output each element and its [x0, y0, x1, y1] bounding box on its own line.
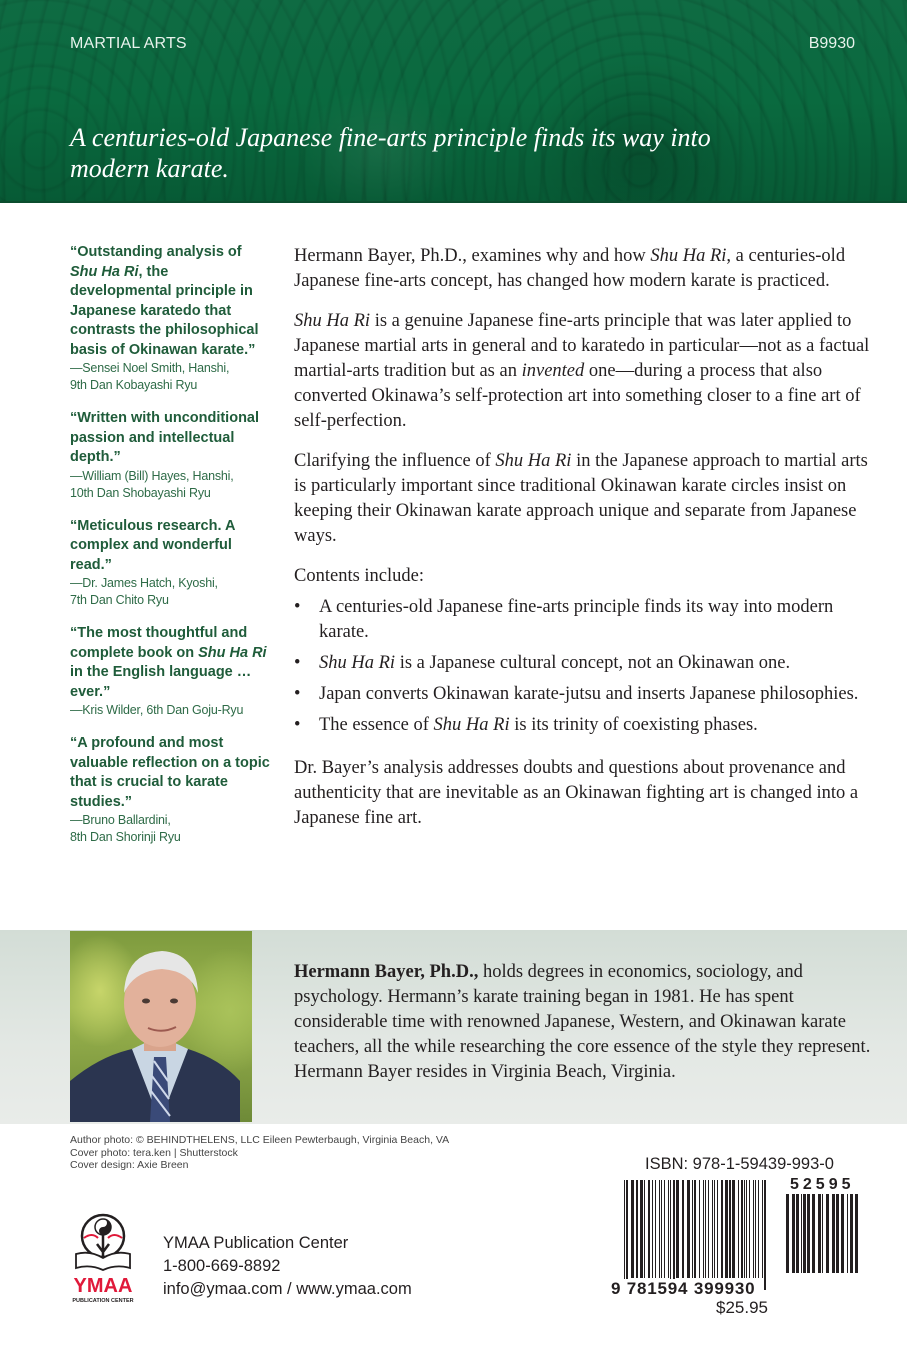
- barcode-bar: [847, 1194, 848, 1273]
- barcode-bar: [644, 1180, 645, 1278]
- barcode-bar: [786, 1194, 789, 1273]
- endorsement-text: “Written with unconditional passion and intellectual depth.”: [70, 410, 260, 465]
- barcode-bar: [712, 1180, 713, 1278]
- barcode-bar: [699, 1180, 700, 1278]
- barcode-bar: [738, 1180, 739, 1278]
- barcode-bar: [648, 1180, 650, 1278]
- endorsement-text: “Outstanding analysis of Shu Ha Ri, the developmental principle in Japanese karatedo that contrasts the philosophical basis of Okinawan karate.”: [70, 244, 259, 358]
- book-code: B9930: [808, 35, 855, 52]
- barcode-bar: [801, 1194, 802, 1273]
- barcode-bar: [812, 1194, 815, 1273]
- barcode-bar: [640, 1180, 643, 1278]
- barcode-bar: [703, 1180, 704, 1278]
- tagline: A centuries-old Japanese fine-arts principle finds its way into modern karate.: [70, 123, 711, 183]
- barcode-bar: [753, 1180, 754, 1278]
- barcode-bar: [721, 1180, 723, 1278]
- contents-list: [294, 595, 874, 738]
- publisher-phone: 1-800-669-8892: [163, 1257, 281, 1275]
- barcode-bar: [636, 1180, 638, 1278]
- endorsement: [70, 734, 270, 846]
- contents-item: • A centuries-old Japanese fine-arts principle finds its way into modern karate.: [294, 597, 834, 642]
- barcode-addon-digits: 52595: [790, 1176, 855, 1193]
- barcode-bar: [631, 1180, 634, 1278]
- price: $25.95: [716, 1298, 768, 1317]
- bullet-icon: •: [294, 597, 301, 617]
- barcode-bar: [682, 1180, 684, 1278]
- barcode-bar: [661, 1180, 662, 1278]
- endorsement-sidebar: [70, 243, 270, 861]
- contents-item: • Japan converts Okinawan karate-jutsu and inserts Japanese philosophies.: [294, 682, 874, 707]
- ean-barcode: [624, 1180, 769, 1290]
- barcode-bar: [796, 1194, 799, 1273]
- bullet-icon: •: [294, 715, 301, 735]
- barcode-bar: [746, 1180, 747, 1278]
- endorsement-attribution: —Sensei Noel Smith, Hanshi, 9th Dan Kobayashi Ryu: [70, 361, 230, 392]
- contents-item: • The essence of Shu Ha Ri is its trinity of coexisting phases.: [294, 713, 874, 738]
- barcode-bar: [626, 1180, 628, 1290]
- bullet-icon: •: [294, 684, 301, 704]
- isbn-label: ISBN: 978-1-59439-993-0: [645, 1155, 834, 1173]
- barcode-bar: [717, 1180, 718, 1278]
- barcode-bar: [729, 1180, 731, 1278]
- barcode-bar: [855, 1194, 858, 1273]
- description-paragraph: Shu Ha Ri is a genuine Japanese fine-arts principle that was later applied to Japanese martial arts in general and to karatedo in particular—not as a factual martial-arts tradition but as an invented one—during a process that also converted Okinawa’s self-protection art into something closer to a fine art of self-perfection.: [294, 311, 870, 431]
- barcode-bar: [714, 1180, 715, 1278]
- book-description: [294, 244, 874, 846]
- barcode-bar: [818, 1194, 821, 1273]
- barcode-bar: [762, 1180, 763, 1278]
- endorsement: [70, 517, 270, 610]
- description-paragraph: Dr. Bayer’s analysis addresses doubts and questions about provenance and authenticity that are inevitable as an Okinawan fighting art is changed into a Japanese fine art.: [294, 758, 859, 828]
- barcode-bar: [744, 1180, 745, 1278]
- barcode-bar: [832, 1194, 835, 1273]
- endorsement-attribution: —Dr. James Hatch, Kyoshi, 7th Dan Chito Ryu: [70, 576, 218, 607]
- description-paragraph: Clarifying the influence of Shu Ha Ri in the Japanese approach to martial arts is particularly important since traditional Okinawan karate circles insist on keeping their Okinawan karate approach unique and separate from Japanese ways.: [294, 451, 868, 546]
- barcode-bar: [673, 1180, 675, 1290]
- barcode-bar: [668, 1180, 669, 1278]
- publisher-info: [163, 1232, 412, 1301]
- endorsement-attribution: —Bruno Ballardini, 8th Dan Shorinji Ryu: [70, 813, 181, 844]
- barcode-bar: [687, 1180, 690, 1278]
- endorsement-text: “The most thoughtful and complete book on Shu Ha Ri in the English language … ever.”: [70, 625, 267, 700]
- description-paragraph: Hermann Bayer, Ph.D., examines why and how Shu Ha Ri, a centuries-old Japanese fine-arts concept, has changed how modern karate is practiced.: [294, 246, 846, 291]
- header-divider: [0, 201, 907, 203]
- credits: [70, 1134, 449, 1172]
- barcode-bar: [694, 1180, 696, 1278]
- barcode-bar: [850, 1194, 853, 1273]
- author-name: Hermann Bayer, Ph.D.,: [294, 962, 479, 982]
- publisher-contact: info@ymaa.com / www.ymaa.com: [163, 1280, 412, 1298]
- barcode-bar: [670, 1180, 671, 1290]
- endorsement: [70, 624, 270, 719]
- barcode-bar: [705, 1180, 706, 1278]
- barcode-bar: [659, 1180, 660, 1278]
- barcode-bar: [836, 1194, 839, 1273]
- barcode-bar: [749, 1180, 750, 1278]
- author-bio: Hermann Bayer, Ph.D., holds degrees in economics, sociology, and psychology. Hermann’s karate training began in 1981. He has spent considerable time with renowned Japanese, Western, and Okinawan karate teachers, all the while researching the core essence of the style they represent. Hermann Bayer resides in Virginia Beach, Virginia.: [294, 962, 871, 1082]
- barcode-bar: [708, 1180, 709, 1278]
- svg-text:PUBLICATION CENTER: PUBLICATION CENTER: [72, 1298, 134, 1304]
- bullet-icon: •: [294, 653, 301, 673]
- barcode-bar: [692, 1180, 693, 1278]
- credit-line: Cover photo: tera.ken | Shutterstock: [70, 1146, 238, 1159]
- barcode-bar: [764, 1180, 766, 1290]
- barcode-bar: [822, 1194, 823, 1273]
- barcode-bar: [676, 1180, 679, 1278]
- barcode-bar: [655, 1180, 656, 1278]
- barcode-bar: [755, 1180, 756, 1278]
- barcode-bar: [624, 1180, 625, 1290]
- credit-line: Author photo: © BEHINDTHELENS, LLC Eileen Pewterbaugh, Virginia Beach, VA: [70, 1134, 450, 1146]
- publisher-name: YMAA Publication Center: [163, 1234, 349, 1252]
- endorsement-attribution: —William (Bill) Hayes, Hanshi, 10th Dan Shobayashi Ryu: [70, 468, 234, 500]
- barcode-bar: [758, 1180, 759, 1278]
- barcode-bar: [741, 1180, 743, 1278]
- category-label: MARTIAL ARTS: [70, 35, 187, 52]
- barcode-bar: [664, 1180, 665, 1278]
- endorsement: [70, 409, 270, 502]
- barcode-bar: [792, 1194, 795, 1273]
- ymaa-logo-icon: [72, 1212, 134, 1308]
- author-portrait-icon: [70, 931, 252, 1122]
- svg-text:YMAA: YMAA: [73, 1275, 133, 1297]
- addon-barcode: [786, 1194, 858, 1285]
- header-band: [0, 0, 907, 202]
- author-photo: [70, 931, 252, 1122]
- barcode-bar: [807, 1194, 810, 1273]
- barcode-bar: [725, 1180, 728, 1278]
- ean-digits: 9 781594 399930: [611, 1279, 756, 1298]
- barcode-bar: [652, 1180, 653, 1278]
- barcode-bar: [841, 1194, 844, 1273]
- barcode-bar: [803, 1194, 806, 1273]
- endorsement-attribution: —Kris Wilder, 6th Dan Goju-Ryu: [70, 703, 244, 717]
- credit-line: Cover design: Axie Breen: [70, 1159, 189, 1171]
- barcode-bar: [826, 1194, 829, 1273]
- endorsement-text: “Meticulous research. A complex and wonderful read.”: [70, 517, 235, 573]
- contents-item: • Shu Ha Ri is a Japanese cultural concept, not an Okinawan one.: [294, 651, 874, 676]
- publisher-logo: [72, 1212, 134, 1308]
- contents-heading: Contents include:: [294, 566, 424, 586]
- endorsement: [70, 243, 270, 394]
- barcode-bar: [732, 1180, 735, 1278]
- endorsement-text: “A profound and most valuable reflection on a topic that is crucial to karate studies.”: [70, 735, 270, 810]
